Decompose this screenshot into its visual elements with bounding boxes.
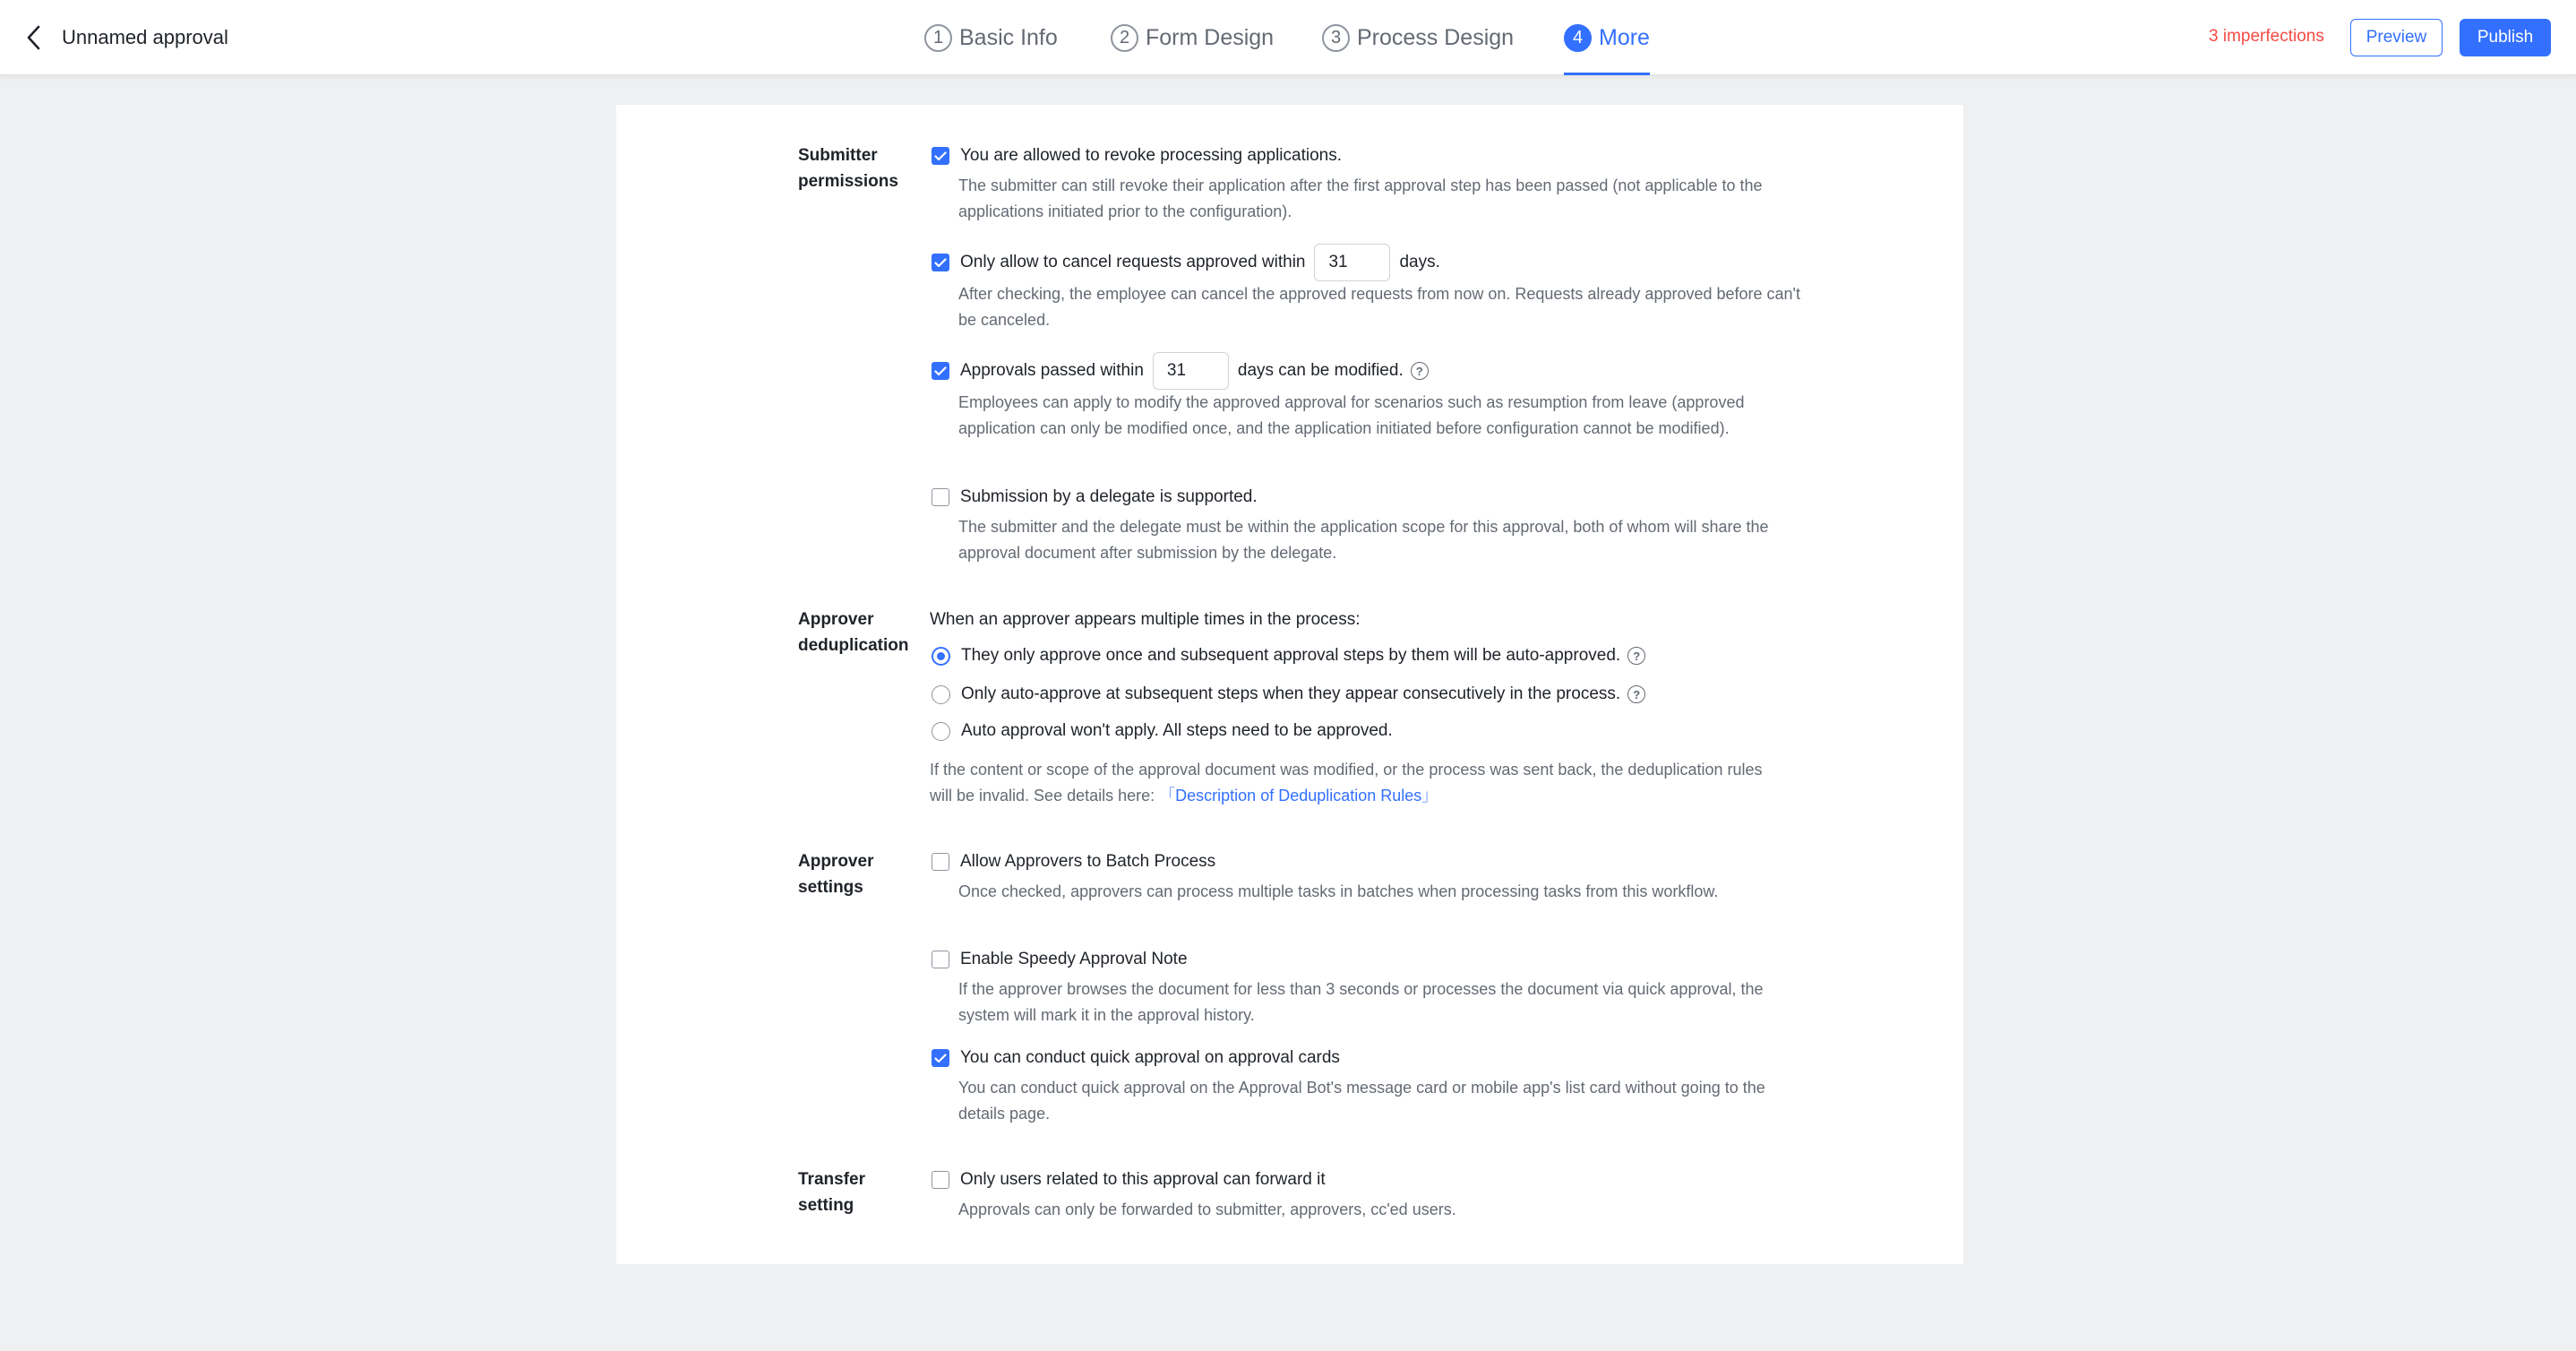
speedy-note-description: If the approver browses the document for less than 3 seconds or processes the document via quick approval, the system will mark it in the approval history. bbox=[958, 980, 1764, 1024]
dedup-note-text: If the content or scope of the approval document was modified, or the process was sent back, the deduplication rules will be invalid. See details here: bbox=[930, 761, 1763, 805]
cancel-description: After checking, the employee can cancel the approved requests from now on. Requests already approved before can't be canceled. bbox=[958, 285, 1800, 329]
cancel-label-after: days. bbox=[1399, 253, 1440, 271]
speedy-note-checkbox[interactable] bbox=[932, 951, 949, 968]
checkmark-icon bbox=[934, 1054, 947, 1063]
step-number: 4 bbox=[1564, 24, 1592, 52]
step-label: More bbox=[1599, 24, 1650, 50]
section-title-approver-deduplication: Approver deduplication bbox=[798, 610, 909, 655]
batch-process-label: Allow Approvers to Batch Process bbox=[960, 852, 1216, 871]
batch-process-description: Once checked, approvers can process multiple tasks in batches when processing tasks from this workflow. bbox=[958, 882, 1719, 900]
delegate-checkbox[interactable] bbox=[932, 488, 949, 506]
step-label: Process Design bbox=[1357, 24, 1515, 50]
dedup-once-radio[interactable] bbox=[932, 647, 950, 666]
dedup-option-label: Only auto-approve at subsequent steps when they appear consecutively in the process. bbox=[961, 684, 1621, 703]
cancel-label-before: Only allow to cancel requests approved within bbox=[960, 253, 1306, 271]
dedup-none-radio[interactable] bbox=[932, 722, 950, 741]
step-label: Basic Info bbox=[959, 24, 1058, 50]
approval-name: Unnamed approval bbox=[62, 26, 228, 48]
step-more[interactable] bbox=[1564, 0, 1650, 75]
quick-approval-checkbox[interactable] bbox=[932, 1049, 949, 1067]
preview-button[interactable]: Preview bbox=[2350, 19, 2443, 56]
cancel-days-input[interactable] bbox=[1314, 244, 1390, 281]
modify-days-input[interactable] bbox=[1153, 352, 1229, 390]
dedup-option-none bbox=[930, 717, 1825, 745]
delegate-label: Submission by a delegate is supported. bbox=[960, 487, 1258, 506]
dedup-consecutive-radio[interactable] bbox=[932, 685, 950, 704]
step-number: 2 bbox=[1111, 24, 1138, 52]
quick-approval-label: You can conduct quick approval on approval cards bbox=[960, 1048, 1340, 1067]
quick-approval-description: You can conduct quick approval on the Approval Bot's message card or mobile app's list card without going to the details page. bbox=[958, 1079, 1765, 1123]
speedy-note-label: Enable Speedy Approval Note bbox=[960, 950, 1188, 968]
step-number: 1 bbox=[924, 24, 952, 52]
cancel-checkbox[interactable] bbox=[932, 254, 949, 271]
step-number: 3 bbox=[1322, 24, 1350, 52]
option-forward bbox=[930, 1166, 1825, 1194]
step-label: Form Design bbox=[1146, 24, 1275, 50]
forward-description: Approvals can only be forwarded to submitter, approvers, cc'ed users. bbox=[958, 1200, 1456, 1218]
modify-description: Employees can apply to modify the approved approval for scenarios such as resumption from leave (approved application can only be modified once, and the application initiated before configuration cannot be modified). bbox=[958, 393, 1745, 437]
top-bar bbox=[0, 0, 2576, 75]
option-modify bbox=[930, 352, 1825, 390]
modify-label-after: days can be modified. bbox=[1237, 361, 1404, 380]
section-title-submitter-permissions: Submitter permissions bbox=[798, 146, 898, 191]
option-batch-process bbox=[930, 848, 1825, 876]
option-speedy-note bbox=[930, 945, 1825, 974]
dedup-rules-link[interactable]: 「Description of Deduplication Rules」 bbox=[1159, 787, 1438, 805]
option-delegate bbox=[930, 483, 1825, 512]
option-revoke bbox=[930, 142, 1825, 170]
revoke-label: You are allowed to revoke processing applications. bbox=[960, 146, 1343, 165]
step-basic-info[interactable] bbox=[924, 0, 1058, 75]
option-cancel bbox=[930, 244, 1825, 281]
forward-label: Only users related to this approval can forward it bbox=[960, 1170, 1326, 1189]
dedup-option-once bbox=[930, 641, 1825, 670]
section-title-approver-settings: Approver settings bbox=[798, 852, 874, 897]
section-title-transfer-setting: Transfer setting bbox=[798, 1170, 865, 1215]
settings-card bbox=[616, 105, 1963, 1264]
step-form-design[interactable] bbox=[1111, 0, 1274, 75]
dedup-note bbox=[930, 757, 1763, 809]
checkmark-icon bbox=[934, 258, 947, 268]
batch-process-checkbox[interactable] bbox=[932, 853, 949, 871]
modify-checkbox[interactable] bbox=[932, 362, 949, 380]
modify-label-before: Approvals passed within bbox=[960, 361, 1144, 380]
dedup-option-label: Auto approval won't apply. All steps need to be approved. bbox=[961, 721, 1393, 740]
revoke-description: The submitter can still revoke their application after the first approval step has been passed (not applicable to the applications initiated prior to the configuration). bbox=[958, 176, 1763, 220]
help-circle-icon[interactable]: ? bbox=[1627, 647, 1645, 665]
dedup-intro: When an approver appears multiple times in the process: bbox=[930, 610, 1361, 629]
delegate-description: The submitter and the delegate must be within the application scope for this approval, both of whom will share the approval document after submission by the delegate. bbox=[958, 518, 1769, 562]
forward-checkbox[interactable] bbox=[932, 1171, 949, 1189]
help-circle-icon[interactable]: ? bbox=[1627, 685, 1645, 703]
revoke-checkbox[interactable] bbox=[932, 147, 949, 165]
option-quick-approval bbox=[930, 1044, 1825, 1072]
step-process-design[interactable] bbox=[1322, 0, 1514, 75]
checkmark-icon bbox=[934, 366, 947, 376]
dedup-option-label: They only approve once and subsequent approval steps by them will be auto-approved. bbox=[961, 646, 1621, 665]
checkmark-icon bbox=[934, 151, 947, 161]
back-arrow-icon[interactable] bbox=[16, 20, 52, 56]
imperfections-link[interactable]: 3 imperfections bbox=[2209, 27, 2324, 46]
dedup-option-consecutive bbox=[930, 680, 1825, 709]
help-circle-icon[interactable]: ? bbox=[1411, 362, 1429, 380]
publish-button[interactable]: Publish bbox=[2460, 19, 2551, 56]
